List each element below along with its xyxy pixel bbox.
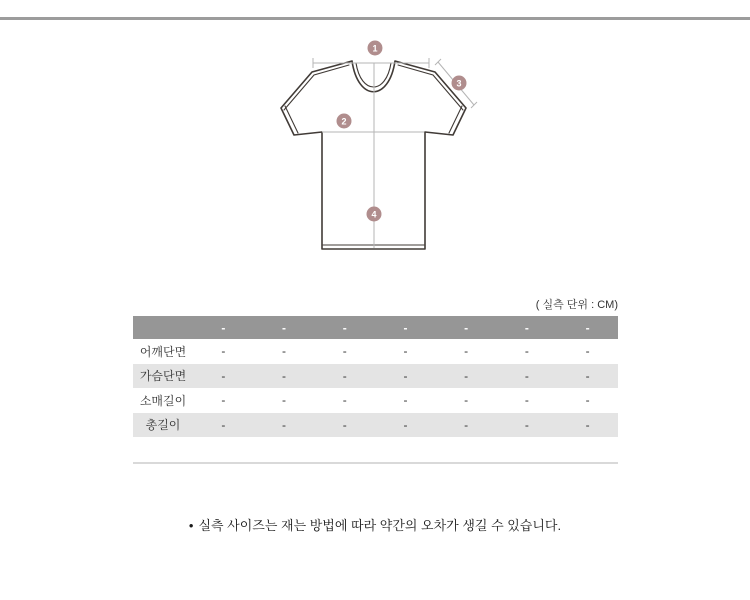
cell: - xyxy=(557,364,618,389)
table-row-shoulder xyxy=(133,339,618,364)
size-column-header: - xyxy=(497,316,558,339)
cell: - xyxy=(403,344,408,359)
cell: - xyxy=(193,364,254,389)
cell: - xyxy=(221,393,226,408)
cell: - xyxy=(375,413,436,438)
cell: - xyxy=(342,393,347,408)
disclaimer-text: 실측 사이즈는 재는 방법에 따라 약간의 오차가 생길 수 있습니다. xyxy=(198,518,562,533)
cell: - xyxy=(314,364,375,389)
size-table-corner-cell xyxy=(133,316,193,339)
size-column-header: - xyxy=(375,316,436,339)
row-label: 어깨단면 xyxy=(139,344,187,359)
cell: - xyxy=(524,393,529,408)
cell: - xyxy=(282,344,287,359)
table-row-chest xyxy=(133,364,618,389)
table-bottom-divider xyxy=(133,462,618,464)
cell: - xyxy=(314,413,375,438)
cell: - xyxy=(585,344,590,359)
size-column-header: - xyxy=(557,316,618,339)
svg-text:4: 4 xyxy=(371,209,377,220)
measurement-unit-label: ( 실측 단위 : CM) xyxy=(535,299,618,311)
bullet-icon: • xyxy=(188,518,194,533)
size-column-header: - xyxy=(314,316,375,339)
size-column-header: - xyxy=(193,316,254,339)
cell: - xyxy=(464,393,469,408)
size-column-header: - xyxy=(254,316,315,339)
cell: - xyxy=(375,364,436,389)
cell: - xyxy=(497,364,558,389)
svg-text:1: 1 xyxy=(372,43,378,54)
cell: - xyxy=(193,413,254,438)
marker-3-sleeve xyxy=(452,76,467,91)
marker-2-chest xyxy=(337,114,352,129)
cell: - xyxy=(403,393,408,408)
row-label: 총길이 xyxy=(133,413,193,438)
cell: - xyxy=(342,344,347,359)
cell: - xyxy=(524,344,529,359)
measurement-disclaimer-note xyxy=(0,515,750,534)
cell: - xyxy=(221,344,226,359)
cell: - xyxy=(436,364,497,389)
row-label: 소매길이 xyxy=(139,393,187,408)
table-row-length xyxy=(133,413,618,438)
cell: - xyxy=(254,364,315,389)
cell: - xyxy=(254,413,315,438)
cell: - xyxy=(557,413,618,438)
size-table-header-row xyxy=(133,316,618,339)
table-row-sleeve xyxy=(133,388,618,413)
svg-text:2: 2 xyxy=(341,116,347,127)
marker-4-length xyxy=(367,207,382,222)
svg-text:3: 3 xyxy=(456,78,462,89)
marker-1-shoulder xyxy=(368,41,383,56)
cell: - xyxy=(497,413,558,438)
size-column-header: - xyxy=(436,316,497,339)
cell: - xyxy=(436,413,497,438)
row-label: 가슴단면 xyxy=(133,364,193,389)
size-table xyxy=(133,316,618,437)
cell: - xyxy=(585,393,590,408)
cell: - xyxy=(464,344,469,359)
cell: - xyxy=(282,393,287,408)
